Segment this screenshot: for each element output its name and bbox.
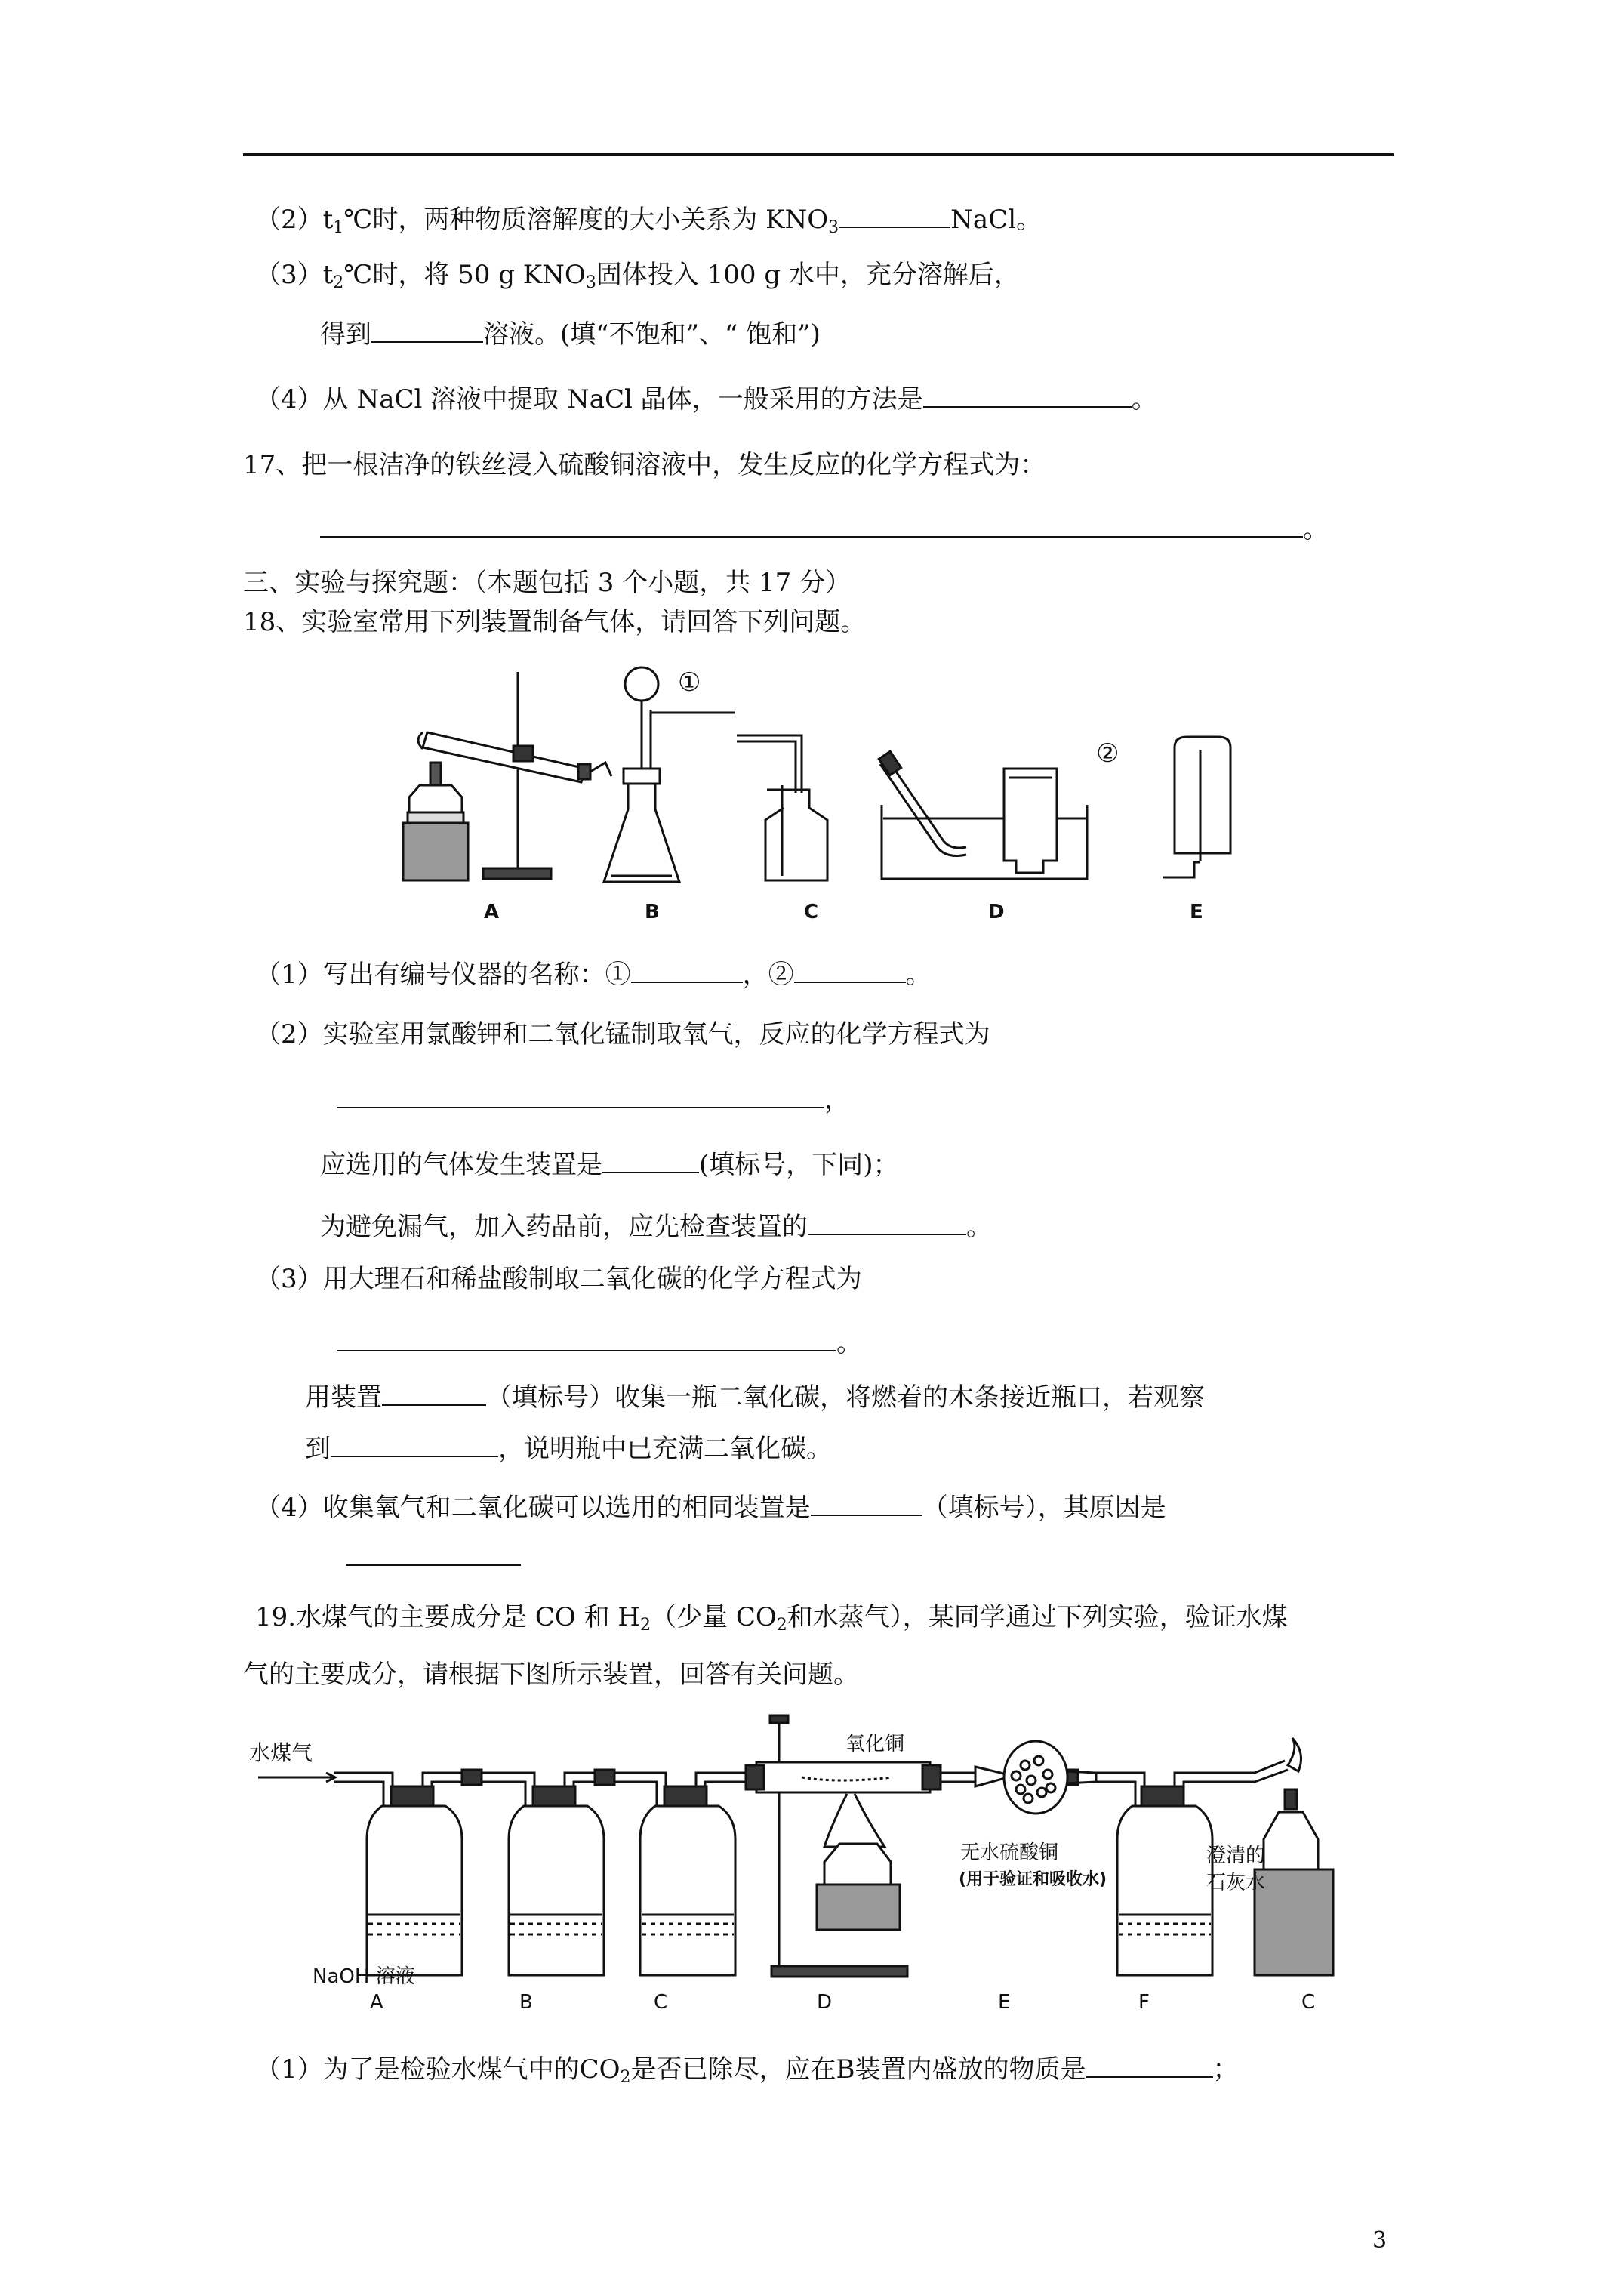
apparatus-label-b: B (645, 901, 660, 923)
marker-1: ① (678, 667, 701, 698)
q18-part3-collect: 用装置 （填标号）收集一瓶二氧化碳，将燃着的木条接近瓶口，若观察 (305, 1379, 1205, 1414)
apparatus-b (604, 667, 735, 882)
apparatus-c (737, 735, 827, 880)
apparatus-label-e: E (1190, 901, 1203, 923)
answer-blank[interactable] (382, 1379, 486, 1406)
inlet-label: 水煤气 (249, 1740, 313, 1765)
q18-part4-reason (346, 1539, 521, 1574)
q18-part2-equation: ， (337, 1081, 850, 1117)
apparatus-label-d2: D (817, 1991, 833, 2014)
q18-part1: （1）写出有编号仪器的名称：① ，② 。 (255, 956, 932, 991)
apparatus-label-c: C (804, 901, 819, 923)
section-heading: 三、实验与探究题：（本题包括 3 个小题，共 17 分） (243, 568, 852, 598)
answer-blank[interactable] (346, 1539, 521, 1566)
answer-blank[interactable] (808, 1208, 966, 1235)
apparatus-e (1163, 737, 1230, 877)
header-rule (243, 153, 1394, 156)
apparatus-label-e2: E (998, 1991, 1011, 2014)
q18-part2: （2）实验室用氯酸钾和二氧化锰制取氧气，反应的化学方程式为 (255, 1019, 990, 1049)
apparatus-label-d: D (988, 901, 1005, 923)
q16-part4: （4）从 NaCl 溶液中提取 NaCl 晶体，一般采用的方法是 。 (255, 381, 1157, 416)
limewater-label-2: 石灰水 (1206, 1872, 1266, 1894)
q18-intro: 18、实验室常用下列装置制备气体，请回答下列问题。 (243, 607, 867, 637)
q18-part2-check: 为避免漏气，加入药品前，应先检查装置的 。 (320, 1208, 992, 1244)
copper-oxide-label: 氧化铜 (845, 1733, 905, 1755)
apparatus-label-a2: A (370, 1991, 383, 2014)
apparatus-label-a: A (484, 901, 500, 923)
answer-blank[interactable] (811, 1489, 922, 1516)
answer-blank[interactable] (923, 381, 1132, 408)
tube-furnace-d (746, 1715, 941, 1977)
answer-blank[interactable] (337, 1081, 824, 1108)
apparatus-d (879, 751, 1087, 879)
marker-2: ② (1096, 738, 1119, 769)
answer-blank[interactable] (839, 201, 950, 228)
q17-question: 17、把一根洁净的铁丝浸入硫酸铜溶液中，发生反应的化学方程式为： (243, 450, 1046, 480)
apparatus-label-b2: B (519, 1991, 533, 2014)
burner-g (1255, 1738, 1333, 1975)
answer-blank[interactable] (602, 1146, 699, 1173)
q18-part3: （3）用大理石和稀盐酸制取二氧化碳的化学方程式为 (255, 1264, 862, 1294)
cuso4-note-label: (用于验证和吸收水) (959, 1870, 1107, 1889)
q18-part4: （4）收集氧气和二氧化碳可以选用的相同装置是 （填标号），其原因是 (255, 1489, 1166, 1524)
apparatus-a (403, 672, 611, 880)
answer-blank[interactable] (371, 316, 483, 343)
answer-blank[interactable] (1086, 2051, 1213, 2078)
q18-part3-equation: 。 (337, 1324, 862, 1360)
page-number: 3 (1372, 2227, 1387, 2254)
apparatus-label-c2: C (654, 1991, 668, 2014)
answer-blank[interactable] (320, 510, 1303, 538)
bottle-b (509, 1786, 604, 1975)
q19-part1: （1）为了是检验水煤气中的$CO_2$是否已除尽，应在B装置内盛放的物质是 ； (255, 2051, 1239, 2094)
naoh-label: NaOH 溶液 (313, 1965, 415, 1988)
q17-answer-line: 。 (320, 510, 1329, 546)
q16-part3-answer: 得到 溶液。(填“不饱和”、“ 饱和”) (320, 316, 821, 351)
answer-blank-1[interactable] (631, 956, 743, 983)
apparatus-label-f2: F (1138, 1991, 1150, 2014)
answer-blank[interactable] (337, 1324, 836, 1351)
answer-blank-2[interactable] (794, 956, 906, 983)
bottle-f (1117, 1786, 1212, 1975)
anhydrous-cuso4-label: 无水硫酸铜 (960, 1841, 1059, 1864)
bottle-a (367, 1786, 462, 1975)
q16-part2: $(2)t_1℃$时，两种物质溶解度的大小关系为 $KNO_3$ NaCl。 (255, 201, 1042, 245)
limewater-label-1: 澄清的 (1206, 1845, 1266, 1867)
q19-intro-line1: 19.水煤气的主要成分是 CO 和 $H_2$（少量 $CO_2$和水蒸气），某同学通过下列实验，验证水煤 (255, 1602, 1288, 1635)
q18-part2-generator: 应选用的气体发生装置是 (填标号，下同)； (320, 1146, 899, 1182)
q16-part3: $(3)t_2℃$时，将 50 g $KNO_3$固体投入 100 g 水中，充分溶解后， (255, 260, 1020, 292)
gas-inlet-arrow (258, 1773, 335, 1782)
lab-apparatus-figure (393, 657, 1298, 929)
answer-blank[interactable] (331, 1430, 498, 1457)
q19-intro-line2: 气的主要成分，请根据下图所示装置，回答有关问题。 (243, 1660, 859, 1690)
bottle-c (640, 1786, 735, 1975)
q18-part3-observe: 到 ，说明瓶中已充满二氧化碳。 (305, 1430, 832, 1465)
apparatus-label-g2: C (1301, 1991, 1316, 2014)
